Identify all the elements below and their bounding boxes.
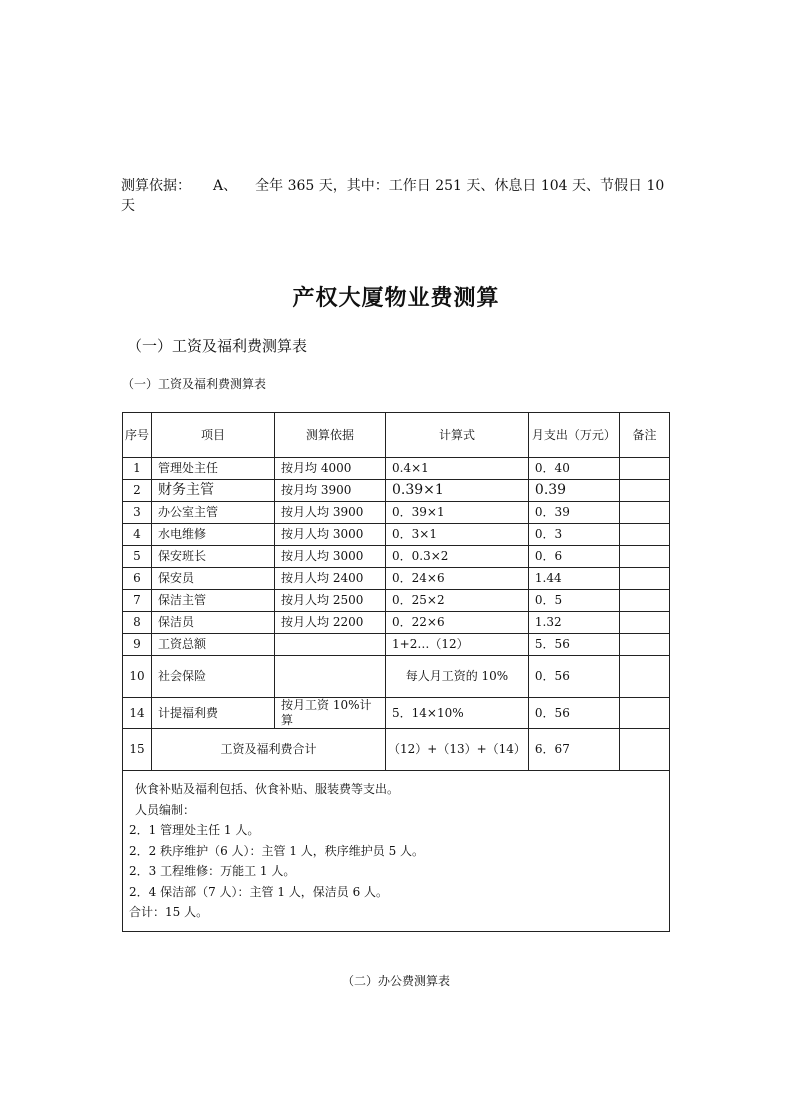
row-basis: 按月工资 10%计算 bbox=[275, 698, 386, 729]
row-monthly: 1.44 bbox=[528, 568, 619, 590]
row-no: 6 bbox=[123, 568, 152, 590]
note-line: 2．1 管理处主任 1 人。 bbox=[129, 823, 260, 837]
row-formula: 0.39×1 bbox=[386, 480, 529, 502]
table-header-row bbox=[123, 413, 670, 458]
row-remark bbox=[619, 480, 669, 502]
row-item: 财务主管 bbox=[152, 480, 275, 502]
row-item: 保洁员 bbox=[152, 612, 275, 634]
row-item: 工资及福利费合计 bbox=[152, 729, 386, 771]
note-line: 人员编制： bbox=[135, 802, 196, 817]
row-no: 8 bbox=[123, 612, 152, 634]
table-caption-office: （二）办公费测算表 bbox=[341, 974, 450, 988]
table-row bbox=[123, 634, 670, 656]
row-basis bbox=[275, 656, 386, 698]
row-item: 办公室主管 bbox=[152, 502, 275, 524]
row-remark bbox=[619, 612, 669, 634]
note-line: 伙食补贴及福利包括、伙食补贴、服装费等支出。 bbox=[135, 782, 400, 796]
row-remark bbox=[619, 729, 669, 771]
row-monthly: 0．40 bbox=[528, 458, 619, 480]
row-basis: 按月均 3900 bbox=[275, 480, 386, 502]
header-basis: 测算依据 bbox=[275, 413, 386, 458]
row-item: 保安班长 bbox=[152, 546, 275, 568]
row-formula: 每人月工资的 10% bbox=[386, 656, 529, 698]
table-caption-wages: （一）工资及福利费测算表 bbox=[122, 377, 267, 391]
row-remark bbox=[619, 656, 669, 698]
row-formula: 0．24×6 bbox=[386, 568, 529, 590]
row-no: 10 bbox=[123, 656, 152, 698]
row-monthly: 5．56 bbox=[528, 634, 619, 656]
row-monthly: 1.32 bbox=[528, 612, 619, 634]
row-basis: 按月人均 2500 bbox=[275, 590, 386, 612]
row-no: 2 bbox=[123, 480, 152, 502]
basis-marker: A、 bbox=[213, 178, 238, 194]
row-remark bbox=[619, 458, 669, 480]
header-monthly: 月支出（万元） bbox=[528, 413, 619, 458]
row-formula: 0．39×1 bbox=[386, 502, 529, 524]
row-monthly: 0．39 bbox=[528, 502, 619, 524]
table-row bbox=[123, 656, 670, 698]
row-formula: 0．0.3×2 bbox=[386, 546, 529, 568]
row-item: 计提福利费 bbox=[152, 698, 275, 729]
calculation-basis bbox=[121, 176, 681, 216]
table-notes-row bbox=[123, 771, 670, 932]
header-remark: 备注 bbox=[619, 413, 669, 458]
row-monthly: 0．6 bbox=[528, 546, 619, 568]
table-row bbox=[123, 502, 670, 524]
row-monthly: 6．67 bbox=[528, 729, 619, 771]
table-row bbox=[123, 458, 670, 480]
row-formula: 1+2…（12） bbox=[386, 634, 529, 656]
table-row bbox=[123, 590, 670, 612]
row-formula: 0．25×2 bbox=[386, 590, 529, 612]
section-heading-wages: （一）工资及福利费测算表 bbox=[127, 337, 308, 355]
row-remark bbox=[619, 502, 669, 524]
row-remark bbox=[619, 524, 669, 546]
row-remark bbox=[619, 590, 669, 612]
row-item: 工资总额 bbox=[152, 634, 275, 656]
row-monthly: 0．56 bbox=[528, 656, 619, 698]
row-basis: 按月人均 3000 bbox=[275, 524, 386, 546]
row-item: 社会保险 bbox=[152, 656, 275, 698]
table-row bbox=[123, 698, 670, 729]
row-formula: 0．3×1 bbox=[386, 524, 529, 546]
row-formula: 0．22×6 bbox=[386, 612, 529, 634]
row-no: 4 bbox=[123, 524, 152, 546]
row-formula: （12）+（13）+（14） bbox=[386, 729, 529, 771]
table-notes bbox=[123, 771, 670, 932]
header-item: 项目 bbox=[152, 413, 275, 458]
table-row bbox=[123, 480, 670, 502]
row-no: 5 bbox=[123, 546, 152, 568]
note-line: 2．3 工程维修：万能工 1 人。 bbox=[129, 864, 296, 878]
row-basis: 按月人均 3000 bbox=[275, 546, 386, 568]
row-basis: 按月人均 2400 bbox=[275, 568, 386, 590]
row-remark bbox=[619, 568, 669, 590]
row-item: 管理处主任 bbox=[152, 458, 275, 480]
row-monthly: 0．3 bbox=[528, 524, 619, 546]
row-no: 9 bbox=[123, 634, 152, 656]
row-item: 水电维修 bbox=[152, 524, 275, 546]
row-basis: 按月人均 3900 bbox=[275, 502, 386, 524]
wage-welfare-table bbox=[122, 412, 670, 932]
row-remark bbox=[619, 546, 669, 568]
row-remark bbox=[619, 698, 669, 729]
table-row bbox=[123, 612, 670, 634]
row-monthly: 0．56 bbox=[528, 698, 619, 729]
note-line: 合计：15 人。 bbox=[129, 905, 209, 919]
row-basis: 按月人均 2200 bbox=[275, 612, 386, 634]
row-formula: 0.4×1 bbox=[386, 458, 529, 480]
table-row-total bbox=[123, 729, 670, 771]
basis-text: 全年 365 天，其中：工作日 251 天、休息日 104 天、节假日 10 天 bbox=[121, 178, 665, 214]
row-monthly: 0．5 bbox=[528, 590, 619, 612]
basis-label: 测算依据： bbox=[121, 178, 191, 194]
row-basis bbox=[275, 634, 386, 656]
page-title: 产权大厦物业费测算 bbox=[292, 286, 500, 311]
header-formula: 计算式 bbox=[386, 413, 529, 458]
row-no: 14 bbox=[123, 698, 152, 729]
row-no: 7 bbox=[123, 590, 152, 612]
row-basis: 按月均 4000 bbox=[275, 458, 386, 480]
note-line: 2．4 保洁部（7 人）：主管 1 人，保洁员 6 人。 bbox=[129, 884, 389, 899]
row-monthly: 0.39 bbox=[528, 480, 619, 502]
row-no: 1 bbox=[123, 458, 152, 480]
row-item: 保安员 bbox=[152, 568, 275, 590]
table-row bbox=[123, 524, 670, 546]
row-formula: 5．14×10% bbox=[386, 698, 529, 729]
row-no: 3 bbox=[123, 502, 152, 524]
table-row bbox=[123, 546, 670, 568]
note-line: 2．2 秩序维护（6 人）：主管 1 人，秩序维护员 5 人。 bbox=[129, 843, 425, 858]
table-row bbox=[123, 568, 670, 590]
row-item: 保洁主管 bbox=[152, 590, 275, 612]
header-no: 序号 bbox=[123, 413, 152, 458]
row-remark bbox=[619, 634, 669, 656]
row-no: 15 bbox=[123, 729, 152, 771]
